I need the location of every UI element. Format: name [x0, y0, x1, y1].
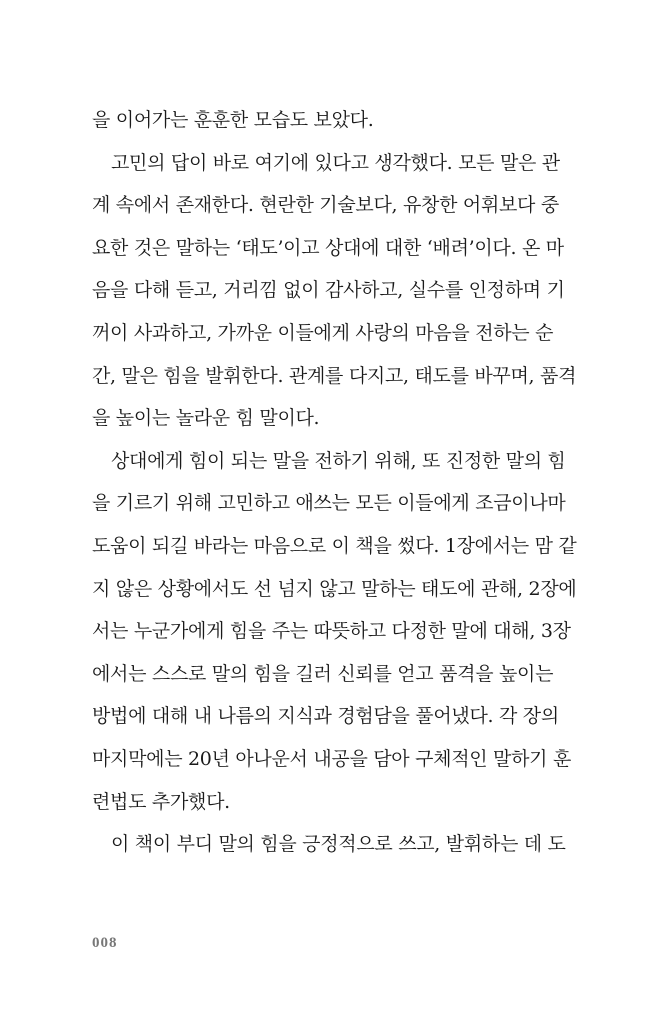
text-line: 요한 것은 말하는 ‘태도’이고 상대에 대한 ‘배려’이다. 온 마 [92, 236, 564, 259]
text-line: 계 속에서 존재한다. 현란한 기술보다, 유창한 어휘보다 중 [92, 194, 559, 217]
body-text [92, 104, 577, 871]
text-line: 마지막에는 20년 아나운서 내공을 담아 구체적인 말하기 훈 [92, 747, 571, 770]
text-line: 고민의 답이 바로 여기에 있다고 생각했다. 모든 말은 관 [111, 151, 560, 174]
text-line: 간, 말은 힘을 발휘한다. 관계를 다지고, 태도를 바꾸며, 품격 [92, 364, 577, 387]
text-line: 을 기르기 위해 고민하고 애쓰는 모든 이들에게 조금이나마 [92, 492, 566, 515]
text-line: 에서는 스스로 말의 힘을 길러 신뢰를 얻고 품격을 높이는 [92, 662, 554, 685]
text-line: 련법도 추가했다. [92, 790, 230, 813]
text-line: 음을 다해 듣고, 거리낌 없이 감사하고, 실수를 인정하며 기 [92, 279, 565, 302]
text-line: 을 높이는 놀라운 힘 말이다. [92, 407, 320, 430]
text-line: 지 않은 상황에서도 선 넘지 않고 말하는 태도에 관해, 2장에 [92, 577, 577, 600]
text-line: 이 책이 부디 말의 힘을 긍정적으로 쓰고, 발휘하는 데 도 [111, 833, 566, 856]
page-number: 008 [92, 935, 118, 951]
text-line: 도움이 되길 바라는 마음으로 이 책을 썼다. 1장에서는 맘 같 [92, 534, 577, 557]
text-line: 상대에게 힘이 되는 말을 전하기 위해, 또 진정한 말의 힘 [111, 449, 566, 472]
text-line: 서는 누군가에게 힘을 주는 따뜻하고 다정한 말에 대해, 3장 [92, 620, 571, 643]
text-line: 꺼이 사과하고, 가까운 이들에게 사랑의 마음을 전하는 순 [92, 321, 554, 344]
text-line: 방법에 대해 내 나름의 지식과 경험담을 풀어냈다. 각 장의 [92, 705, 559, 728]
text-line: 을 이어가는 훈훈한 모습도 보았다. [92, 109, 374, 131]
